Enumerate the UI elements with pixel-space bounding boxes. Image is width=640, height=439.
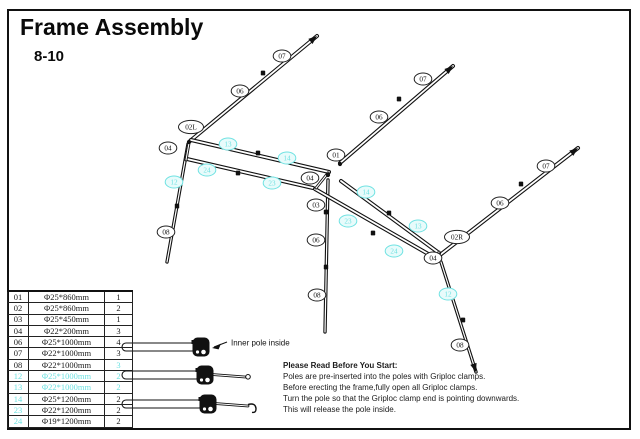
parts-table-cell: 4 bbox=[105, 337, 133, 348]
part-label-08 bbox=[308, 289, 326, 301]
part-label-07 bbox=[537, 160, 555, 172]
svg-text:08: 08 bbox=[456, 341, 464, 350]
griploc-clamp-mark bbox=[371, 231, 375, 236]
part-label-04 bbox=[159, 142, 177, 154]
svg-text:06: 06 bbox=[236, 87, 244, 96]
parts-table-cell: 3 bbox=[105, 348, 133, 359]
callout-arrow bbox=[212, 344, 221, 350]
svg-text:12: 12 bbox=[444, 290, 452, 299]
svg-text:24: 24 bbox=[203, 166, 211, 175]
svg-text:23: 23 bbox=[344, 217, 352, 226]
parts-table-row bbox=[8, 348, 133, 359]
parts-table-row bbox=[8, 291, 133, 303]
svg-text:14: 14 bbox=[283, 154, 291, 163]
parts-table-cell: Φ22*1200mm bbox=[29, 404, 105, 415]
griploc-clamp-mark bbox=[397, 97, 401, 102]
part-label-06 bbox=[491, 197, 509, 209]
griploc-clamp-illustration bbox=[196, 366, 214, 385]
parts-table-row bbox=[8, 325, 133, 336]
svg-text:04: 04 bbox=[306, 174, 314, 183]
svg-text:06: 06 bbox=[375, 113, 383, 122]
parts-table-cell: 1 bbox=[105, 314, 133, 325]
part-label-23 bbox=[263, 177, 281, 189]
part-label-24 bbox=[385, 245, 403, 257]
part-label-06 bbox=[370, 111, 388, 123]
instructions-block bbox=[283, 360, 583, 415]
parts-table-row bbox=[8, 371, 133, 382]
griploc-clamp-illustration bbox=[192, 338, 210, 357]
inner-pole-inside-label: Inner pole inside bbox=[231, 338, 290, 348]
parts-table-cell: 2 bbox=[105, 371, 133, 382]
parts-table-row bbox=[8, 337, 133, 348]
svg-text:04: 04 bbox=[429, 254, 437, 263]
svg-text:13: 13 bbox=[414, 222, 422, 231]
svg-text:06: 06 bbox=[312, 236, 320, 245]
part-label-02L bbox=[179, 120, 204, 133]
parts-table-row bbox=[8, 359, 133, 370]
svg-text:02R: 02R bbox=[451, 233, 463, 242]
parts-table-row bbox=[8, 416, 133, 427]
page-subtitle: 8-10 bbox=[34, 48, 65, 65]
part-label-24 bbox=[198, 164, 216, 176]
parts-table-cell: Φ25*450mm bbox=[29, 314, 105, 325]
page-title: Frame Assembly bbox=[20, 14, 204, 40]
parts-table-row bbox=[8, 404, 133, 415]
parts-table-cell: 12 bbox=[8, 371, 29, 382]
parts-table-cell: 06 bbox=[8, 337, 29, 348]
part-label-12 bbox=[165, 176, 183, 188]
parts-table-cell: 2 bbox=[105, 404, 133, 415]
parts-table-cell: 3 bbox=[105, 359, 133, 370]
parts-table-cell: 2 bbox=[105, 382, 133, 393]
svg-text:23: 23 bbox=[268, 179, 276, 188]
parts-table-cell: Φ25*860mm bbox=[29, 303, 105, 314]
svg-text:07: 07 bbox=[419, 75, 427, 84]
griploc-clamp-mark bbox=[519, 182, 523, 187]
parts-table-cell: Φ22*1000mm bbox=[29, 359, 105, 370]
parts-table-cell: 2 bbox=[105, 416, 133, 427]
parts-table-cell: 1 bbox=[105, 291, 133, 303]
part-label-08 bbox=[157, 226, 175, 238]
instruction-line: Poles are pre-inserted into the poles with Griploc clamps. bbox=[283, 372, 486, 381]
part-label-08 bbox=[451, 339, 469, 351]
parts-table-cell: 3 bbox=[105, 325, 133, 336]
parts-table-cell: 2 bbox=[105, 393, 133, 404]
part-label-23 bbox=[339, 215, 357, 227]
parts-table-cell: 07 bbox=[8, 348, 29, 359]
part-label-07 bbox=[273, 50, 291, 62]
parts-table-cell: Φ22*200mm bbox=[29, 325, 105, 336]
svg-text:14: 14 bbox=[362, 188, 370, 197]
part-label-02R bbox=[445, 230, 470, 243]
parts-table-cell: Φ19*1200mm bbox=[29, 416, 105, 427]
svg-text:13: 13 bbox=[224, 140, 232, 149]
svg-text:24: 24 bbox=[390, 247, 398, 256]
part-label-04 bbox=[301, 172, 319, 184]
parts-table-cell: 02 bbox=[8, 303, 29, 314]
pole-hook-end bbox=[248, 404, 256, 412]
parts-table-row bbox=[8, 303, 133, 314]
instructions-heading: Please Read Before You Start: bbox=[283, 361, 398, 370]
parts-table-cell: Φ25*1200mm bbox=[29, 393, 105, 404]
parts-table-cell: 23 bbox=[8, 404, 29, 415]
parts-table-cell: Φ25*1000mm bbox=[29, 337, 105, 348]
parts-table-row bbox=[8, 382, 133, 393]
part-label-06 bbox=[307, 234, 325, 246]
parts-table-cell: 2 bbox=[105, 303, 133, 314]
svg-text:02L: 02L bbox=[185, 123, 197, 132]
griploc-clamp-illustration bbox=[199, 395, 217, 414]
instruction-line: Turn the pole so that the Griploc clamp end is pointing downwards. bbox=[283, 394, 520, 403]
part-label-13 bbox=[409, 220, 427, 232]
parts-table-row bbox=[8, 393, 133, 404]
griploc-clamp-mark bbox=[256, 151, 260, 156]
part-label-04 bbox=[424, 252, 442, 264]
parts-table-cell: 13 bbox=[8, 382, 29, 393]
part-label-14 bbox=[278, 152, 296, 164]
parts-table-cell: 24 bbox=[8, 416, 29, 427]
svg-text:08: 08 bbox=[162, 228, 170, 237]
svg-text:12: 12 bbox=[170, 178, 178, 187]
svg-text:03: 03 bbox=[312, 201, 320, 210]
svg-text:06: 06 bbox=[496, 199, 504, 208]
parts-table-cell: Φ25*860mm bbox=[29, 291, 105, 303]
svg-text:08: 08 bbox=[313, 291, 321, 300]
griploc-clamp-mark bbox=[324, 210, 328, 215]
svg-text:07: 07 bbox=[542, 162, 550, 171]
parts-table-cell: 01 bbox=[8, 291, 29, 303]
griploc-clamp-mark bbox=[261, 71, 265, 76]
griploc-clamp-mark bbox=[387, 211, 391, 216]
griploc-clamp-mark bbox=[236, 171, 240, 176]
instruction-line: Before erecting the frame,fully open all Griploc clamps. bbox=[283, 383, 478, 392]
part-label-03 bbox=[307, 199, 325, 211]
instruction-line: This will release the pole inside. bbox=[283, 405, 396, 414]
parts-table-row bbox=[8, 314, 133, 325]
parts-table-cell: Φ22*1000mm bbox=[29, 348, 105, 359]
parts-table-cell: 04 bbox=[8, 325, 29, 336]
parts-table-cell: 03 bbox=[8, 314, 29, 325]
svg-text:04: 04 bbox=[164, 144, 172, 153]
svg-text:07: 07 bbox=[278, 52, 286, 61]
part-label-06 bbox=[231, 85, 249, 97]
griploc-clamp-mark bbox=[175, 204, 179, 209]
part-label-07 bbox=[414, 73, 432, 85]
parts-table-cell: 08 bbox=[8, 359, 29, 370]
griploc-clamp-mark bbox=[461, 318, 465, 323]
parts-table bbox=[7, 290, 133, 428]
part-label-12 bbox=[439, 288, 457, 300]
parts-table-cell: Φ22*1000mm bbox=[29, 382, 105, 393]
svg-text:01: 01 bbox=[332, 151, 340, 160]
parts-table-cell: 14 bbox=[8, 393, 29, 404]
griploc-clamp-mark bbox=[324, 265, 328, 270]
part-label-13 bbox=[219, 138, 237, 150]
part-label-01 bbox=[327, 149, 345, 161]
parts-table-cell: Φ25*1000mm bbox=[29, 371, 105, 382]
part-label-14 bbox=[357, 186, 375, 198]
